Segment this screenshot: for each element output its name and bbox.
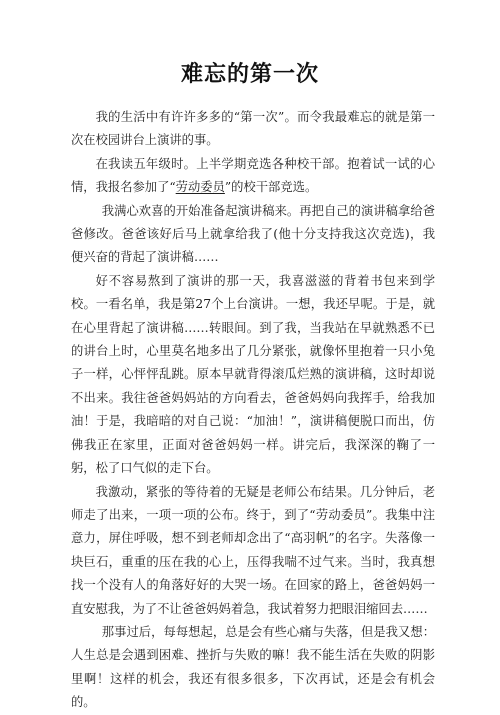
paragraph-6: 那事过后，每每想起，总是会有些心痛与失落，但是我又想：人生总是会遇到困难、挫折与失败的嘛！我不能生活在失败的阴影里啊！这样的机会，我还有很多很多，下次再试，还是会有机会的。 <box>71 624 435 710</box>
paragraph-2-text-after: ”的校干部竞选。 <box>224 180 318 195</box>
paragraph-1: 我的生活中有许许多多的“第一次”。而令我最难忘的就是第一次在校园讲台上演讲的事。 <box>71 110 435 148</box>
document-title: 难忘的第一次 <box>180 61 319 87</box>
underlined-role-name: 劳动委员 <box>175 180 225 195</box>
paragraph-4: 好不容易熬到了演讲的那一天，我喜滋滋的背着书包来到学校。一看名单，我是第27个上台演讲。一想，我还早呢。于是，就在心里背起了演讲稿……转眼间。到了我，当我站在早就熟悉不已的讲台上时，心里莫名地多出了几分紧张，就像怀里抱着一只小兔子一样，心怦怦乱跳。原本早就背得滚瓜烂熟的演讲稿，这时却说不出来。我往爸爸妈妈站的方向看去，爸爸妈妈向我挥手，给我加油！于是，我暗暗的对自己说：“加油！”，演讲稿便脱口而出，仿佛我正在家里，正面对爸爸妈妈一样。讲完后，我深深的鞠了一躬，松了口气似的走下台。 <box>71 273 435 476</box>
paragraph-3: 我满心欢喜的开始准备起演讲稿来。再把自己的演讲稿拿给爸爸修改。爸爸该好后马上就拿给我了(他十分支持我这次竞选)，我便兴奋的背起了演讲稿…… <box>71 203 435 265</box>
paragraph-5: 我激动，紧张的等待着的无疑是老师公布结果。几分钟后，老师走了出来，一项一项的公布。终于，到了“劳动委员”。我集中注意力，屏住呼吸，想不到老师却念出了“高羽帆”的名字。失落像一块巨石，重重的压在我的心上，压得我喘不过气来。当时，我真想找一个没有人的角落好好的大哭一场。在回家的路上，爸爸妈妈一直安慰我，为了不让爸爸妈妈着急，我试着努力把眼泪缩回去…… <box>71 484 435 616</box>
paragraph-2-text-before: 在我读五年级时。上半学期竞选各种校干部。抱着试一试的心情，我报名参加了“ <box>71 156 435 195</box>
paragraph-2 <box>71 153 435 200</box>
document-body <box>71 106 435 715</box>
